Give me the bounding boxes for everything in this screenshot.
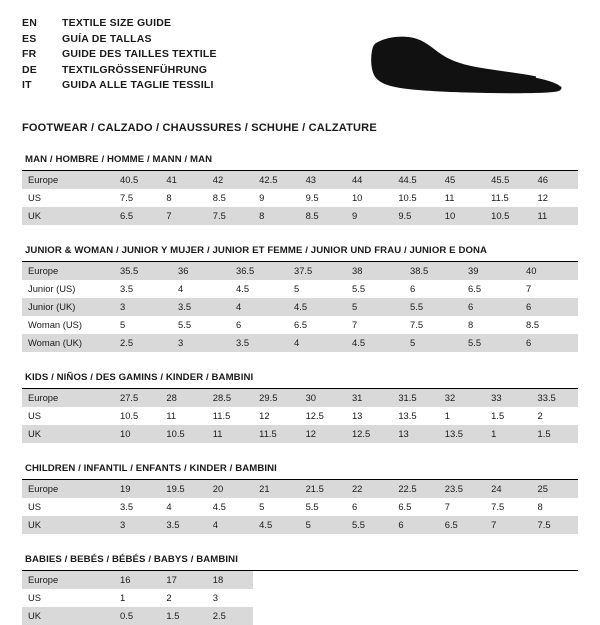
size-cell-empty <box>485 607 531 625</box>
size-cell-empty <box>346 571 392 589</box>
table-row <box>22 189 578 207</box>
size-cell: 8 <box>468 319 474 330</box>
language-code: ES <box>22 32 37 45</box>
size-cell: 1 <box>485 425 531 443</box>
size-cell: 3 <box>114 516 160 534</box>
size-cell: 4 <box>166 501 172 512</box>
language-title: TEXTILE SIZE GUIDE <box>62 17 172 29</box>
language-code: FR <box>22 48 37 60</box>
size-cell: 3 <box>212 592 218 603</box>
size-cell: 11.5 <box>491 192 509 203</box>
size-cell: 2 <box>537 410 543 421</box>
size-cell: 45 <box>439 171 485 189</box>
size-cell: 42 <box>207 171 253 189</box>
size-cell: 10.5 <box>485 207 531 225</box>
size-table <box>22 480 578 534</box>
size-table <box>22 262 578 352</box>
language-row <box>22 78 217 94</box>
table-row <box>22 280 578 298</box>
size-cell: 11.5 <box>253 425 299 443</box>
size-cell: 29.5 <box>253 389 299 407</box>
size-cell: 22 <box>346 480 392 498</box>
size-cell-empty <box>392 589 438 607</box>
size-cell: 27.5 <box>114 389 160 407</box>
size-cell: 41 <box>160 171 206 189</box>
size-cell: 36.5 <box>230 262 288 280</box>
size-cell: 7 <box>485 516 531 534</box>
row-label: Europe <box>22 480 114 498</box>
size-cell: 16 <box>114 571 160 589</box>
size-cell-empty <box>253 571 299 589</box>
size-cell: 6 <box>392 516 438 534</box>
size-cell: 6 <box>520 334 578 352</box>
size-cell: 5.5 <box>178 319 192 330</box>
language-title: GUIDE DES TAILLES TEXTILE <box>62 48 217 60</box>
group-heading: CHILDREN / INFANTIL / ENFANTS / KINDER / BAMBINI <box>22 463 578 480</box>
size-cell: 19 <box>114 480 160 498</box>
size-cell-empty <box>439 589 485 607</box>
language-row <box>22 47 217 63</box>
group-heading: KIDS / NIÑOS / DES GAMINS / KINDER / BAMBINI <box>22 372 578 389</box>
size-cell: 31.5 <box>392 389 438 407</box>
size-cell: 6.5 <box>439 516 485 534</box>
size-cell: 2.5 <box>114 334 172 352</box>
size-cell: 5.5 <box>305 501 319 512</box>
size-cell-empty <box>532 607 578 625</box>
size-cell: 28.5 <box>207 389 253 407</box>
size-cell: 36 <box>172 262 230 280</box>
size-cell: 1.5 <box>491 410 505 421</box>
size-cell: 3.5 <box>120 501 134 512</box>
size-cell: 1 <box>444 410 450 421</box>
table-row <box>22 334 578 352</box>
language-code: DE <box>22 63 37 76</box>
table-row <box>22 516 578 534</box>
group-heading: JUNIOR & WOMAN / JUNIOR Y MUJER / JUNIOR ET FEMME / JUNIOR UND FRAU / JUNIOR E DONA <box>22 245 578 262</box>
size-cell: 10.5 <box>398 192 417 203</box>
size-cell: 4.5 <box>212 501 226 512</box>
size-cell: 8 <box>166 192 172 203</box>
size-cell: 6.5 <box>294 319 308 330</box>
size-cell-empty <box>346 589 392 607</box>
size-cell-empty <box>253 589 299 607</box>
size-cell: 38 <box>346 262 404 280</box>
size-cell: 32 <box>439 389 485 407</box>
size-cell: 8.5 <box>300 207 346 225</box>
size-cell: 7.5 <box>532 516 578 534</box>
size-cell: 8 <box>537 501 543 512</box>
size-cell: 9.5 <box>305 192 319 203</box>
size-cell-empty <box>485 589 531 607</box>
language-code: EN <box>22 17 37 29</box>
size-cell: 3 <box>172 334 230 352</box>
size-cell: 24 <box>485 480 531 498</box>
size-cell: 8 <box>253 207 299 225</box>
size-cell: 11 <box>166 410 177 421</box>
table-row <box>22 480 578 498</box>
size-cell: 10.5 <box>160 425 206 443</box>
size-group-man <box>22 154 578 225</box>
size-cell: 8.5 <box>526 319 540 330</box>
size-cell: 5 <box>120 319 126 330</box>
footwear-section-title: FOOTWEAR / CALZADO / CHAUSSURES / SCHUHE / CALZATURE <box>22 122 377 134</box>
size-cell: 31 <box>346 389 392 407</box>
table-row <box>22 589 578 607</box>
size-group-children <box>22 463 578 534</box>
size-cell: 35.5 <box>114 262 172 280</box>
row-label: UK <box>22 607 114 625</box>
size-cell: 46 <box>532 171 578 189</box>
size-cell: 5 <box>346 298 404 316</box>
size-cell: 13 <box>351 410 363 421</box>
size-cell: 25 <box>532 480 578 498</box>
size-cell: 33.5 <box>532 389 578 407</box>
size-cell: 10.5 <box>120 410 139 421</box>
size-cell: 5 <box>259 501 265 512</box>
size-cell-empty <box>300 589 346 607</box>
language-title: GUÍA DE TALLAS <box>62 32 152 45</box>
dress-shoe-silhouette-icon <box>368 26 568 98</box>
size-cell-empty <box>532 571 578 589</box>
size-cell-empty <box>392 571 438 589</box>
size-cell: 6 <box>351 501 358 512</box>
table-row <box>22 207 578 225</box>
row-label: Europe <box>22 389 114 407</box>
size-cell: 10 <box>439 207 485 225</box>
row-label: UK <box>22 516 114 534</box>
size-cell: 1.5 <box>532 425 578 443</box>
size-cell: 4 <box>288 334 346 352</box>
size-cell: 4 <box>230 298 288 316</box>
table-row <box>22 316 578 334</box>
size-cell-empty <box>300 607 346 625</box>
table-row <box>22 571 578 589</box>
size-cell-empty <box>253 607 299 625</box>
table-row <box>22 389 578 407</box>
size-cell: 0.5 <box>114 607 160 625</box>
row-label: US <box>28 410 42 421</box>
table-row <box>22 298 578 316</box>
size-cell: 10 <box>351 192 363 203</box>
table-row <box>22 171 578 189</box>
size-cell: 4 <box>178 283 184 294</box>
size-cell: 44 <box>346 171 392 189</box>
size-cell: 6 <box>520 298 578 316</box>
language-row <box>22 63 217 79</box>
size-cell: 11.5 <box>212 410 231 421</box>
size-cell: 8.5 <box>212 192 226 203</box>
size-cell: 12 <box>300 425 346 443</box>
size-group-junior-woman <box>22 245 578 352</box>
row-label: US <box>28 192 42 203</box>
size-cell: 4.5 <box>253 516 299 534</box>
size-cell: 7 <box>352 319 358 330</box>
size-cell: 44.5 <box>392 171 438 189</box>
size-cell: 11 <box>532 207 578 225</box>
row-label: Europe <box>22 171 114 189</box>
language-row <box>22 16 217 32</box>
size-cell: 7.5 <box>120 192 134 203</box>
size-cell: 4 <box>207 516 253 534</box>
size-cell: 6 <box>410 283 416 294</box>
language-title-table <box>22 16 217 94</box>
size-cell: 1.5 <box>160 607 206 625</box>
size-cell: 11 <box>207 425 253 443</box>
size-group-kids <box>22 372 578 443</box>
language-title: TEXTILGRÖSSENFÜHRUNG <box>62 63 208 76</box>
size-cell: 4.5 <box>346 334 404 352</box>
row-label: Junior (UK) <box>22 298 114 316</box>
language-title: GUIDA ALLE TAGLIE TESSILI <box>62 79 214 91</box>
size-cell: 22.5 <box>392 480 438 498</box>
size-cell: 6.5 <box>398 501 412 512</box>
row-label: US <box>28 501 42 512</box>
size-cell: 21.5 <box>300 480 346 498</box>
row-label: US <box>28 592 42 603</box>
size-cell: 7 <box>160 207 206 225</box>
size-cell: 9.5 <box>392 207 438 225</box>
size-cell: 5.5 <box>352 283 366 294</box>
size-cell-empty <box>439 571 485 589</box>
table-row <box>22 607 578 625</box>
row-label: Woman (US) <box>28 319 83 330</box>
size-cell: 11 <box>444 192 455 203</box>
size-cell: 3.5 <box>172 298 230 316</box>
size-cell: 40.5 <box>114 171 160 189</box>
group-heading: BABIES / BEBÉS / BÉBÉS / BABYS / BAMBINI <box>22 554 578 571</box>
size-cell: 21 <box>253 480 299 498</box>
row-label: Woman (UK) <box>22 334 114 352</box>
row-label: Junior (US) <box>28 283 76 294</box>
size-cell: 30 <box>300 389 346 407</box>
size-cell: 12 <box>537 192 548 203</box>
size-cell: 9 <box>259 192 265 203</box>
size-cell: 13 <box>392 425 438 443</box>
size-cell: 7.5 <box>410 319 424 330</box>
size-cell-empty <box>346 607 392 625</box>
language-code: IT <box>22 79 32 91</box>
table-row <box>22 425 578 443</box>
size-cell: 7.5 <box>491 501 505 512</box>
size-cell: 5.5 <box>346 516 392 534</box>
size-cell: 17 <box>160 571 206 589</box>
row-label: UK <box>22 425 114 443</box>
page-header <box>22 16 578 108</box>
size-cell: 10 <box>114 425 160 443</box>
size-cell: 6.5 <box>468 283 482 294</box>
size-cell-empty <box>439 607 485 625</box>
size-cell: 3.5 <box>230 334 288 352</box>
size-cell: 43 <box>300 171 346 189</box>
size-cell: 40 <box>520 262 578 280</box>
table-row <box>22 498 578 516</box>
size-cell: 7 <box>526 283 532 294</box>
group-heading: MAN / HOMBRE / HOMME / MANN / MAN <box>22 154 578 171</box>
size-cell-empty <box>485 571 531 589</box>
size-cell: 4.5 <box>236 283 250 294</box>
size-cell: 5 <box>404 334 462 352</box>
table-row <box>22 262 578 280</box>
size-cell: 7.5 <box>207 207 253 225</box>
size-cell: 37.5 <box>288 262 346 280</box>
row-label: Europe <box>22 571 114 589</box>
size-cell: 5 <box>294 283 300 294</box>
language-row <box>22 32 217 48</box>
size-cell: 13.5 <box>398 410 417 421</box>
size-cell: 12 <box>259 410 270 421</box>
size-cell: 4.5 <box>288 298 346 316</box>
size-cell: 1 <box>120 592 126 603</box>
size-cell: 33 <box>485 389 531 407</box>
size-table <box>22 389 578 443</box>
size-cell: 13.5 <box>439 425 485 443</box>
row-label: UK <box>22 207 114 225</box>
size-cell: 6 <box>462 298 520 316</box>
size-cell-empty <box>392 607 438 625</box>
size-group-babies <box>22 554 578 625</box>
size-cell: 9 <box>346 207 392 225</box>
size-cell: 23.5 <box>439 480 485 498</box>
size-cell: 3 <box>114 298 172 316</box>
size-cell: 3.5 <box>120 283 134 294</box>
size-cell: 2.5 <box>207 607 253 625</box>
size-cell: 2 <box>166 592 172 603</box>
size-cell: 19.5 <box>160 480 206 498</box>
size-cell: 6.5 <box>114 207 160 225</box>
size-cell: 12.5 <box>305 410 324 421</box>
size-cell-empty <box>300 571 346 589</box>
table-row <box>22 407 578 425</box>
size-cell: 12.5 <box>346 425 392 443</box>
size-cell: 6 <box>236 319 242 330</box>
size-table <box>22 571 578 625</box>
size-table <box>22 171 578 225</box>
size-cell: 45.5 <box>485 171 531 189</box>
size-cell: 28 <box>160 389 206 407</box>
size-cell: 18 <box>207 571 253 589</box>
size-cell: 3.5 <box>160 516 206 534</box>
size-cell: 7 <box>444 501 450 512</box>
size-cell: 5.5 <box>462 334 520 352</box>
size-cell: 5.5 <box>404 298 462 316</box>
size-cell-empty <box>532 589 578 607</box>
size-cell: 20 <box>207 480 253 498</box>
size-cell: 39 <box>462 262 520 280</box>
row-label: Europe <box>22 262 114 280</box>
size-cell: 5 <box>300 516 346 534</box>
size-cell: 38.5 <box>404 262 462 280</box>
size-cell: 42.5 <box>253 171 299 189</box>
